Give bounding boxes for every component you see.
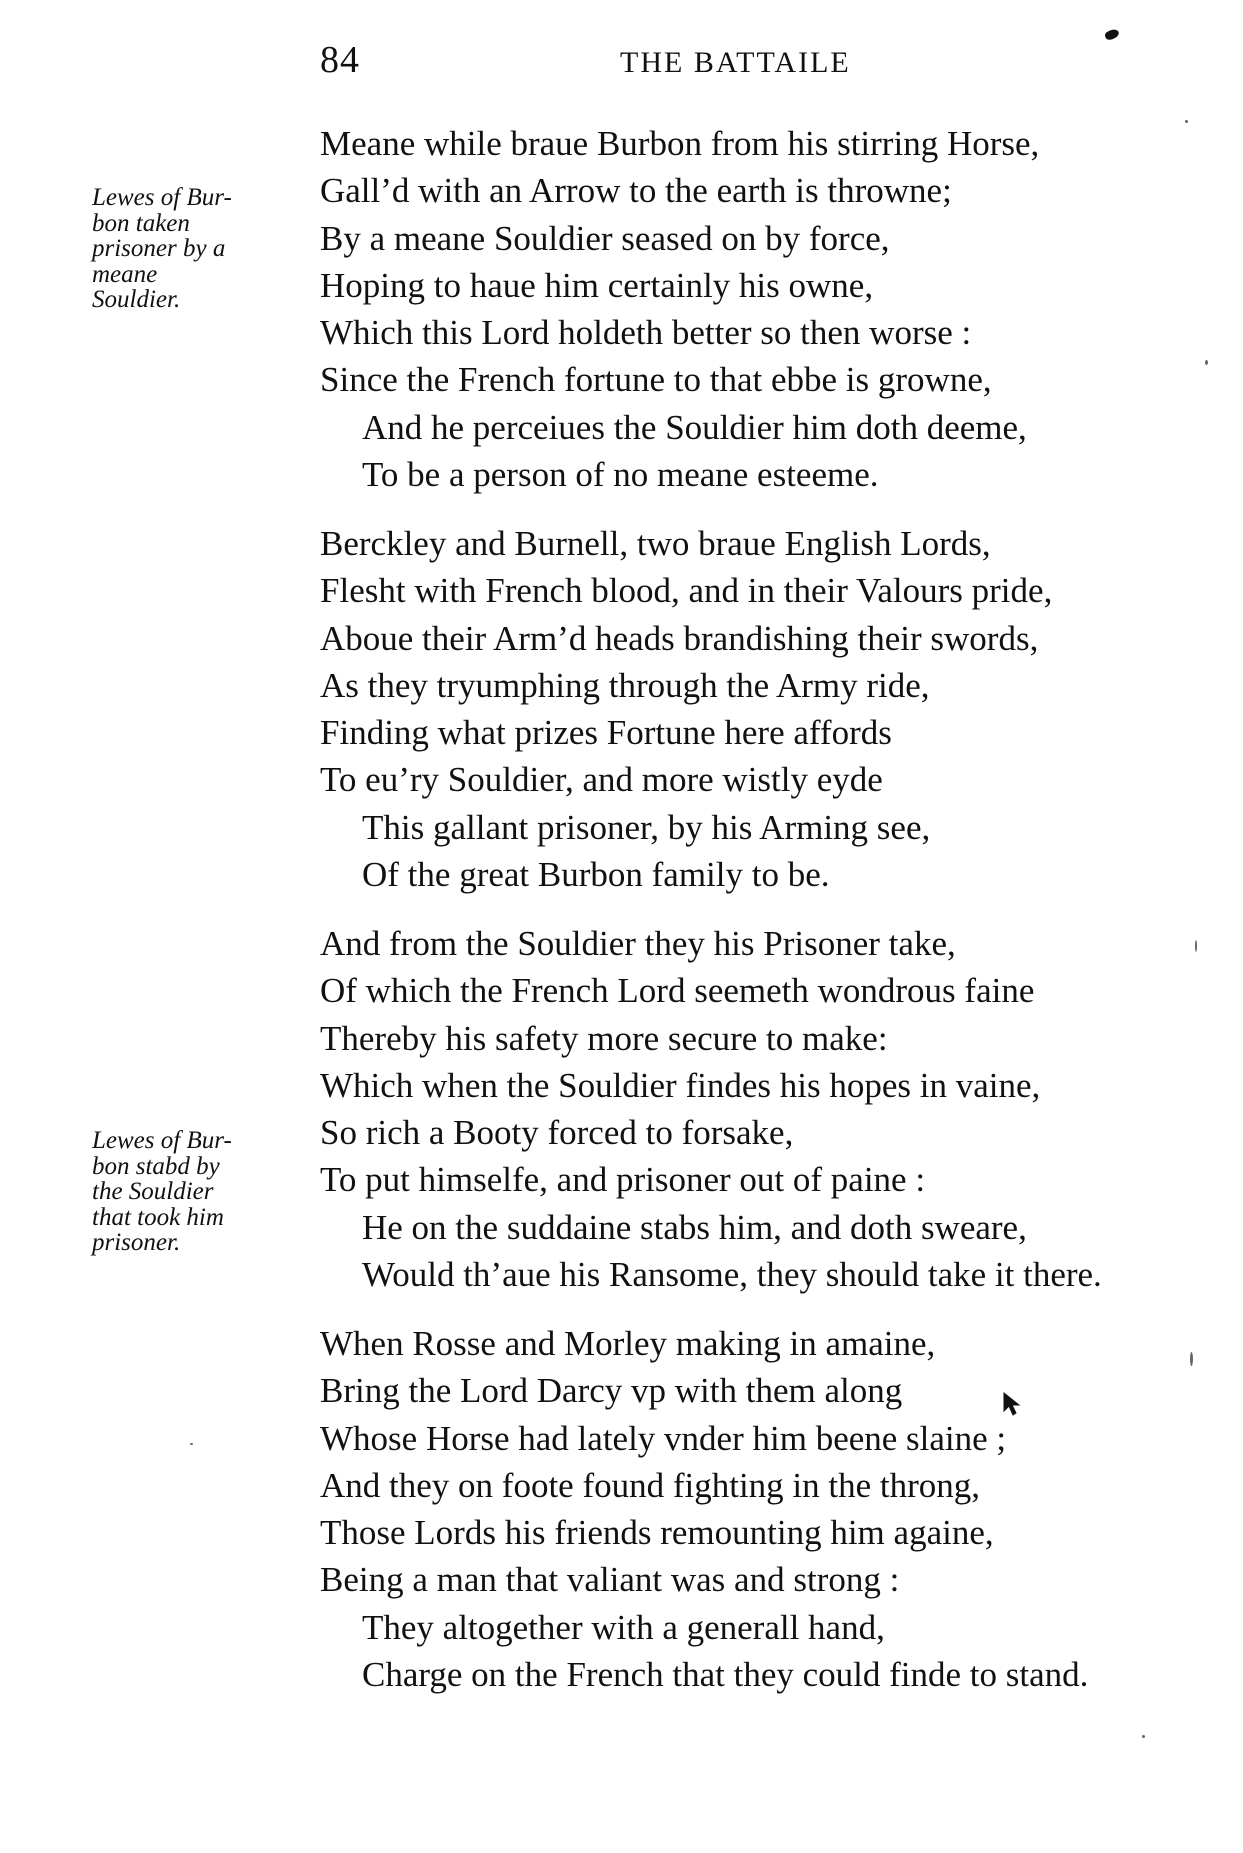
stanza-2 (320, 520, 1240, 898)
verse-line: As they tryumphing through the Army ride, (320, 665, 930, 705)
page-number: 84 (320, 39, 360, 81)
verse-line: Finding what prizes Fortune here affords (320, 713, 892, 753)
verse-line: Hoping to haue him certainly his owne, (320, 265, 874, 305)
verse-line: Meane while braue Burbon from his stirring Horse, (320, 124, 1040, 163)
verse-line: Being a man that valiant was and strong : (320, 1560, 900, 1600)
verse-line: Thereby his safety more secure to make: (320, 1018, 888, 1058)
gloss-line: the Souldier (92, 1178, 214, 1205)
gloss-line: bon stabd by (92, 1152, 220, 1180)
marginal-gloss-1 (92, 185, 312, 313)
verse-line: To put himselfe, and prisoner out of paine : (320, 1160, 926, 1200)
scan-speck (190, 1443, 193, 1445)
page-title: THE BATTAILE (620, 46, 851, 79)
scan-speck (1195, 940, 1197, 952)
verse-line: Berckley and Burnell, two braue English Lords, (320, 524, 991, 563)
scan-speck (1142, 1735, 1145, 1738)
verse-line: By a meane Souldier seased on by force, (320, 218, 890, 258)
verse-line: Those Lords his friends remounting him againe, (320, 1513, 994, 1553)
verse-line: They altogether with a generall hand, (362, 1607, 885, 1647)
verse-line: Charge on the French that they could finde to stand. (362, 1655, 1089, 1695)
verse-line: To be a person of no meane esteeme. (362, 455, 879, 495)
running-head (320, 38, 1243, 98)
verse-line: Of the great Burbon family to be. (362, 855, 830, 895)
verse-line: And from the Souldier they his Prisoner take, (320, 924, 956, 963)
verse-line: Whose Horse had lately vnder him beene slaine ; (320, 1418, 1007, 1458)
verse-line: So rich a Booty forced to forsake, (320, 1113, 794, 1153)
stanza-3 (320, 920, 1240, 1298)
mouse-pointer-icon (1002, 1391, 1026, 1417)
stanza-1 (320, 120, 1240, 498)
verse-line: Would th’aue his Ransome, they should take it there. (362, 1255, 1102, 1295)
scan-speck (1205, 360, 1208, 365)
verse-line: Which when the Souldier findes his hopes in vaine, (320, 1065, 1041, 1105)
verse-line: Aboue their Arm’d heads brandishing their swords, (320, 618, 1039, 658)
verse-line: Of which the French Lord seemeth wondrous faine (320, 971, 1035, 1011)
verse-line: Gall’d with an Arrow to the earth is throwne; (320, 171, 952, 211)
gloss-line: prisoner. (92, 1229, 181, 1256)
marginal-gloss-2 (92, 1128, 312, 1256)
verse-line: Since the French fortune to that ebbe is growne, (320, 360, 992, 400)
scan-speck (1185, 120, 1188, 123)
verse-line: Flesht with French blood, and in their Valours pride, (320, 571, 1053, 611)
verse-line: This gallant prisoner, by his Arming see, (362, 807, 931, 847)
gloss-line: Souldier. (92, 286, 181, 313)
verse-line: To eu’ry Souldier, and more wistly eyde (320, 760, 883, 800)
gloss-line: that took him (92, 1203, 224, 1231)
verse-line: He on the suddaine stabs him, and doth sweare, (362, 1207, 1027, 1247)
gloss-line: Lewes of Bur- (92, 1127, 232, 1154)
gloss-line: meane (92, 260, 158, 288)
gloss-line: bon taken (92, 209, 190, 237)
verse-line: Which this Lord holdeth better so then worse : (320, 313, 972, 353)
gloss-line: prisoner by a (92, 235, 226, 262)
verse-line: And they on foote found fighting in the throng, (320, 1465, 981, 1505)
stanza-4 (320, 1320, 1240, 1698)
gloss-line: Lewes of Bur- (92, 184, 232, 211)
verse-line: And he perceiues the Souldier him doth deeme, (362, 407, 1027, 447)
verse-line: Bring the Lord Darcy vp with them along (320, 1371, 903, 1411)
scan-speck (1190, 1352, 1193, 1366)
verse-line: When Rosse and Morley making in amaine, (320, 1324, 936, 1363)
